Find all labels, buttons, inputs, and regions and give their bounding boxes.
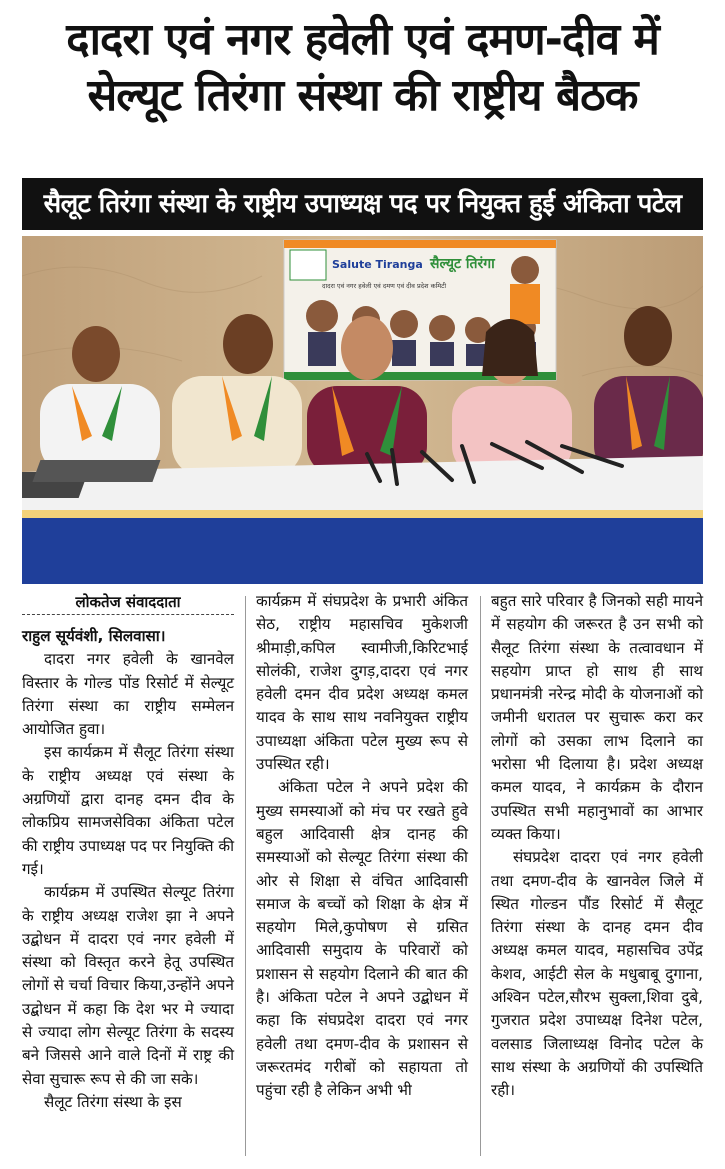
headline-line-1: दादरा एवं नगर हवेली एवं दमण-दीव में <box>66 14 659 65</box>
paragraph: इस कार्यक्रम में सैलूट तिरंगा संस्था के राष्ट्रीय अध्यक्ष एवं संस्था के अग्रणियों द्वारा दानह दमन दीव के लोकप्रिय सामजसेविका अंकिता पटेल की राष्ट्रीय उपाध्यक्ष पद पर नियुक्ति की गई। <box>22 743 234 878</box>
paragraph: अंकिता पटेल ने अपने प्रदेश की मुख्य समस्याओं को मंच पर रखते हुवे बहुल आदिवासी क्षेत्र दानह की समस्याओं को सेल्यूट तिरंगा संस्था की ओर से शिक्षा से वंचित आदिवासी समाज के बच्चों को शिक्षा के क्षेत्र में सहयोग मिले,कुपोषण से ग्रसित आदिवासी समुदाय के परिवारों को प्रशासन से सहयोग दिलाने की बात की है। अंकिता पटेल ने अपने उद्बोधन में कहा कि संघप्रदेश दादरा एवं नगर हवेली तथा दमण-दीव के प्रशासन से जरूरतमंद गरीबों को सहायता तो पहुंचा रही है लेकिन अभी भी <box>256 778 468 1100</box>
paragraph: बहुत सारे परिवार है जिनको सही मायने में सहयोग की जरूरत है उन सभी को सैलूट तिरंगा संस्था के तत्वावधान में सहयोग प्राप्त हो साथ ही साथ प्रधानमंत्री नरेन्द्र मोदी के योजनाओं को जमीनी धरातल पर सुचारू करा कर लोगों को उसका लाभ दिलाने का भरोसा भी दिलाया है। प्रदेश अध्यक्ष कमल यादव, ने कार्यक्रम के दौरान उपस्थित सभी महानुभावों का आभार व्यक्त किया। <box>491 592 703 843</box>
article-column-3 <box>491 590 703 1103</box>
paragraph: कार्यक्रम में उपस्थित सेल्यूट तिरंगा के राष्ट्रीय अध्यक्ष राजेश झा ने अपने उद्बोधन में दादरा एवं नगर हवेली में संस्था को विस्तृत करने हेतू उपस्थित लोगों से चर्चा विचार किया,उन्होंने अपने उद्बोधन में कहा कि देश भर मे ज्यादा से ज्यादा लोग सेल्यूट तिरंगा के सदस्य बने जिससे आने वाले दिनों में राष्ट्र की सेवा सुचारू रूप से की जा सके। <box>22 883 234 1088</box>
dateline: राहुल सूर्यवंशी, सिलवासा। <box>22 627 166 645</box>
article-column-2 <box>256 590 468 1103</box>
event-photo-illustration <box>22 236 703 584</box>
byline: लोकतेज संवाददाता <box>22 590 234 615</box>
column-divider <box>480 596 481 1156</box>
paragraph: सैलूट तिरंगा संस्था के इस <box>44 1092 182 1111</box>
table <box>22 456 703 584</box>
paragraph: कार्यक्रम में संघप्रदेश के प्रभारी अंकित सेठ, राष्ट्रीय महासचिव मुकेशजी श्रीमाड़ी,कपिल स्वामीजी,किरिटभाई सोलंकी, राजेश दुगड़,दादरा एवं नगर हवेली दमन दीव प्रदेश अध्यक्ष कमल यादव के साथ साथ नवनियुक्त राष्ट्रीय उपाध्यक्षा अंकिता पटेल मुख्य रूप से उपस्थित रही। <box>256 592 468 774</box>
article-column-1 <box>22 590 234 1114</box>
headline <box>0 12 725 124</box>
banner-hindi-title: सैल्यूट तिरंगा <box>430 256 495 272</box>
banner-tagline: दादरा एवं नगर हवेली एवं दमण एवं दीव प्रदेश कमिटी <box>322 282 447 290</box>
event-photo <box>22 236 703 584</box>
column-divider <box>245 596 246 1156</box>
subheadline: सैलूट तिरंगा संस्था के राष्ट्रीय उपाध्यक्ष पद पर नियुक्त हुई अंकिता पटेल <box>22 178 703 230</box>
headline-line-2: सेल्यूट तिरंगा संस्था की राष्ट्रीय बैठक <box>87 70 638 121</box>
banner-logo-text: Salute Tiranga <box>332 258 423 271</box>
paragraph: दादरा नगर हवेली के खानवेल विस्तार के गोल्ड पोंड रिसोर्ट में सेल्यूट तिरंगा संस्था का राष्ट्रीय सम्मेलन आयोजित हुवा। <box>22 650 234 739</box>
paragraph: संघप्रदेश दादरा एवं नगर हवेली तथा दमण-दीव के खानवेल जिले में स्थित गोल्डन पौंड रिसोर्ट में सैलूट तिरंगा संस्था के दानह दमन दीव अध्यक्ष कमल यादव, महासचिव उपेंद्र केशव, आईटी सेल के मधुबाबू दुगाना, अश्विन पटेल,सौरभ सुक्ला,शिवा दुबे, गुजरात प्रदेश उपाध्यक्ष दिनेश पटेल, वलसाड जिलाध्यक्ष विनोद पटेल के साथ संस्था के अग्रणियों की उपस्थिति रही। <box>491 848 703 1100</box>
